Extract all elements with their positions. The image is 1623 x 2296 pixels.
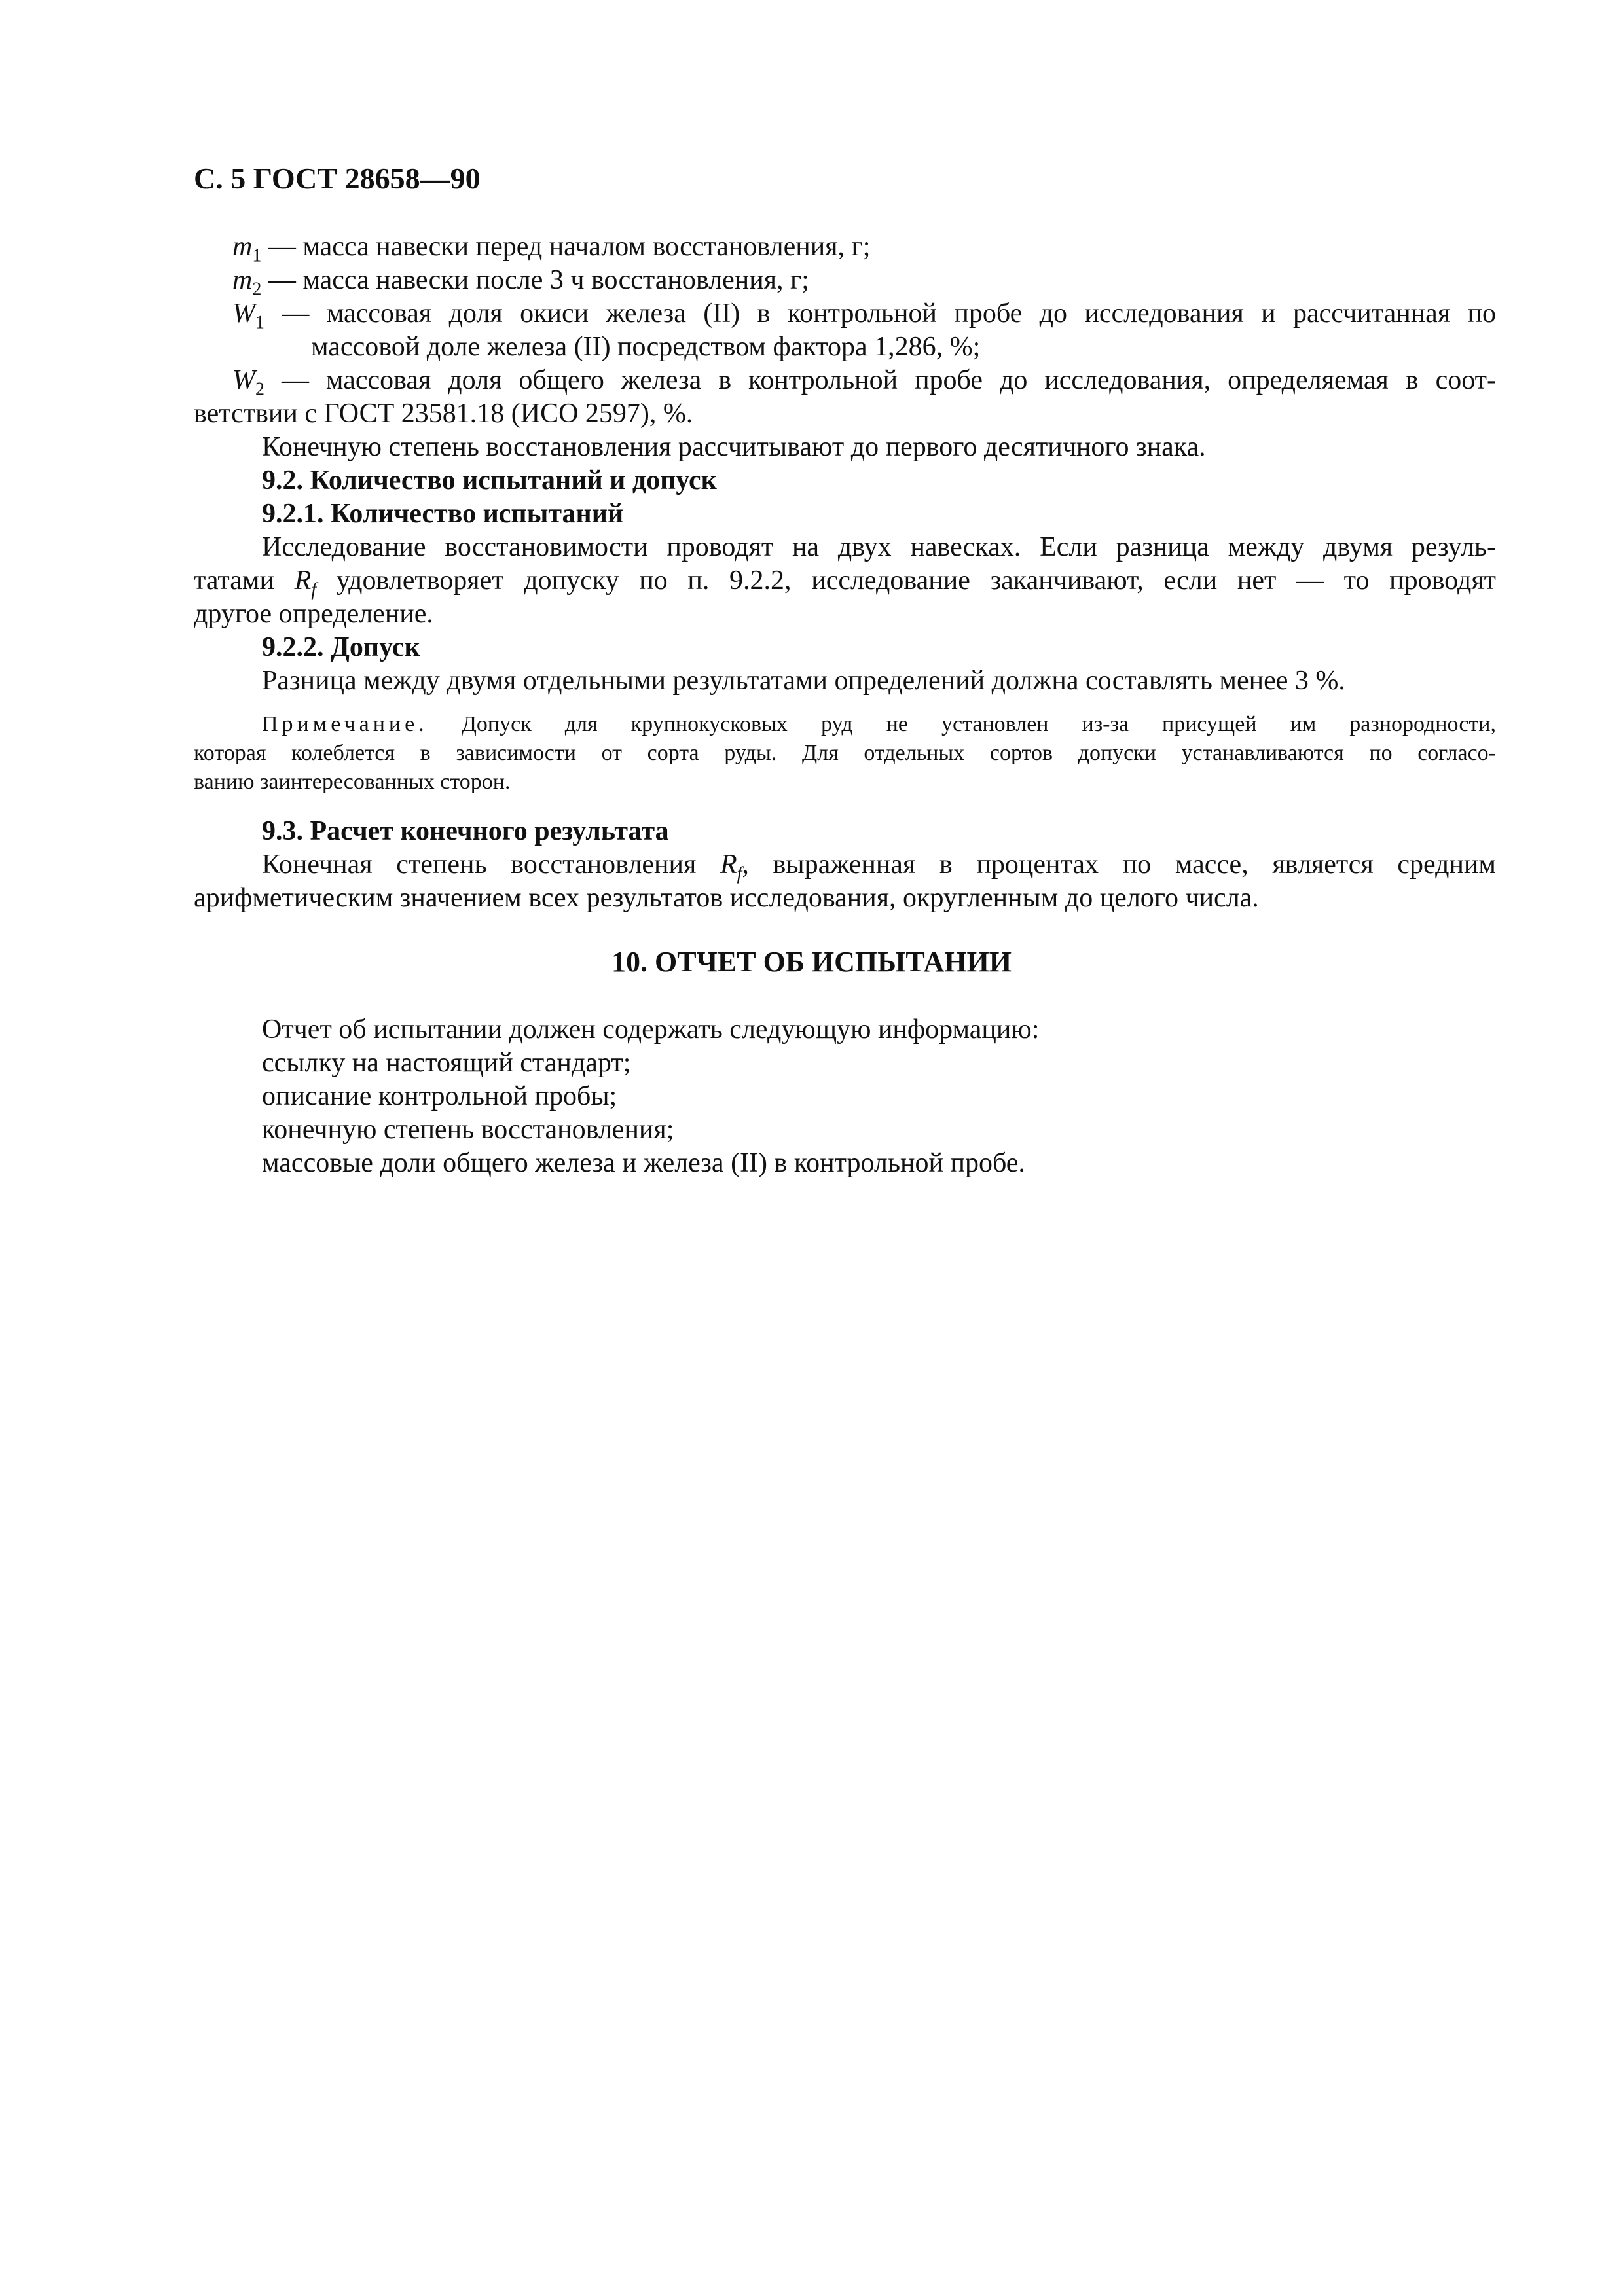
list-item: массовые доли общего железа и железа (II) в контрольной пробе. <box>262 1148 1025 1178</box>
list-item: конечную степень восстановления; <box>262 1115 674 1145</box>
section-9-2-2-text: Разница между двумя отдельными результатами определений должна составлять менее 3 %. <box>262 666 1345 696</box>
section-9-2-1-line-2: татами $R_f$ удовлетворяет допуску по п. 9.2.2, исследование заканчивают, если нет — то проводят <box>194 565 1496 600</box>
section-10-heading: 10. ОТЧЕТ ОБ ИСПЫТАНИИ <box>611 946 1012 978</box>
definition-m1: $m_1$ — масса навески перед началом восстановления, г; <box>232 232 871 266</box>
paragraph-final-degree: Конечную степень восстановления рассчитывают до первого десятичного знака. <box>262 432 1206 462</box>
note-line-1: Примечание. Допуск для крупнокусковых руд не установлен из-за присущей им разнородности, <box>262 712 1496 736</box>
note-label: Примечание. <box>262 712 428 736</box>
definition-w2-continued: ветствии с ГОСТ 23581.18 (ИСО 2597), %. <box>194 399 693 429</box>
definition-m2: $m_2$ — масса навески после 3 ч восстановления, г; <box>232 265 809 300</box>
section-9-2-1-heading: 9.2.1. Количество испытаний <box>262 499 624 529</box>
definition-w2: $W_2$ — массовая доля общего железа в контрольной пробе до исследования, определяемая в соот- <box>232 365 1496 400</box>
list-item: ссылку на настоящий стандарт; <box>262 1048 631 1078</box>
section-10-intro: Отчет об испытании должен содержать следующую информацию: <box>262 1014 1040 1045</box>
section-9-2-1-line-1: Исследование восстановимости проводят на двух навесках. Если разница между двумя резуль- <box>262 532 1496 562</box>
list-item: описание контрольной пробы; <box>262 1081 617 1111</box>
section-9-2-heading: 9.2. Количество испытаний и допуск <box>262 465 717 495</box>
page-header: С. 5 ГОСТ 28658—90 <box>194 162 481 195</box>
note-line-3: ванию заинтересованных сторон. <box>194 770 511 794</box>
section-9-3-line-1: Конечная степень восстановления $R_f$, выраженная в процентах по массе, является средним <box>262 850 1496 884</box>
definition-w1: $W_1$ — массовая доля окиси железа (II) в контрольной пробе до исследования и рассчитанная по <box>232 298 1496 333</box>
definition-w1-continued: массовой доле железа (II) посредством фактора 1,286, %; <box>311 332 981 362</box>
section-9-2-1-line-3: другое определение. <box>194 599 433 629</box>
note-line-2: которая колеблется в зависимости от сорта руды. Для отдельных сортов допуски устанавливаются по согласо- <box>194 741 1496 765</box>
section-9-3-heading: 9.3. Расчет конечного результата <box>262 816 669 846</box>
section-9-3-line-2: арифметическим значением всех результатов исследования, округленным до целого числа. <box>194 883 1259 913</box>
section-9-2-2-heading: 9.2.2. Допуск <box>262 632 420 662</box>
